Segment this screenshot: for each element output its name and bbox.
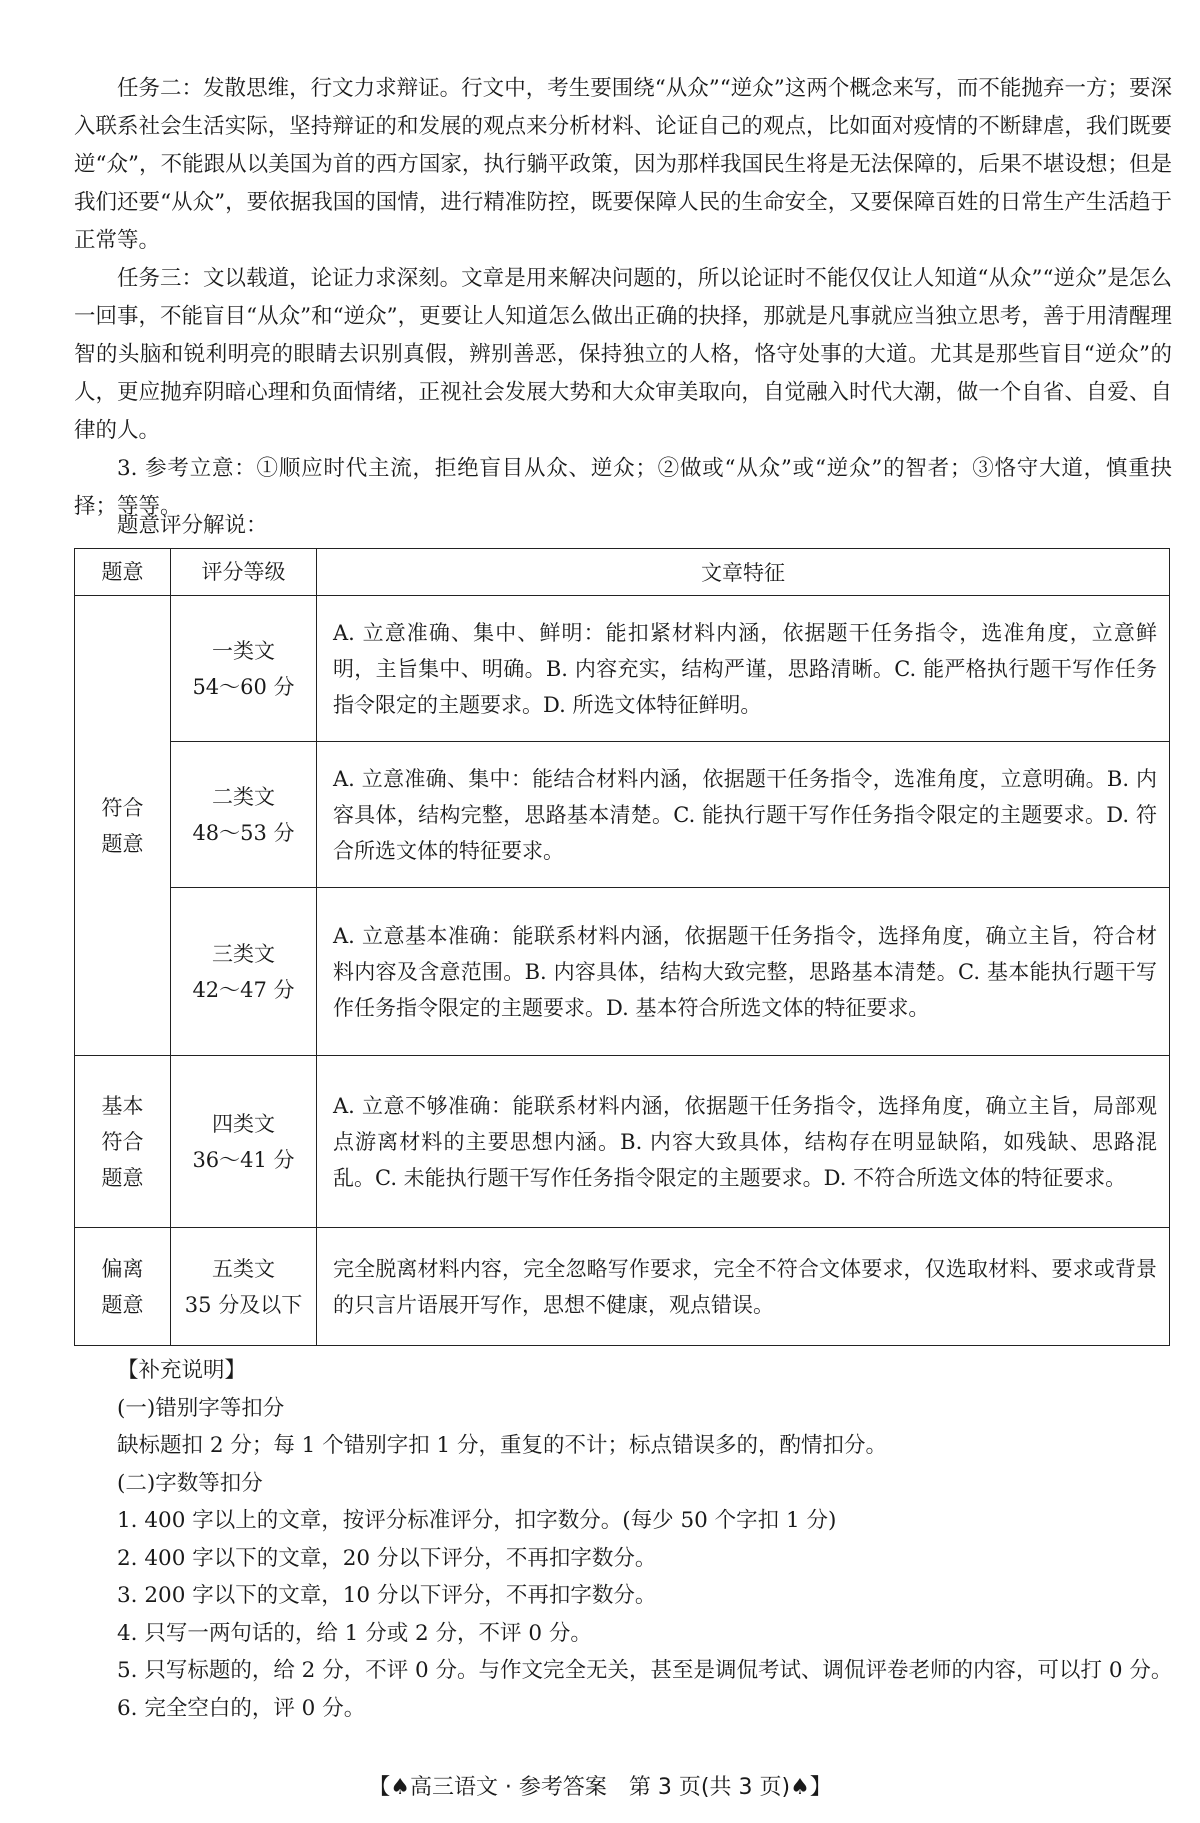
features-cell: A. 立意准确、集中、鲜明：能扣紧材料内涵，依据题干任务指令，选准角度，立意鲜明，主旨集中、明确。B. 内容充实，结构严谨，思路清晰。C. 能严格执行题干写作任务指令限定的主题要求。D. 所选文体特征鲜明。: [317, 596, 1170, 742]
paragraph-task-three: 任务三：文以载道，论证力求深刻。文章是用来解决问题的，所以论证时不能仅仅让人知道“从众”“逆众”是怎么一回事，不能盲目“从众”和“逆众”，更要让人知道怎么做出正确的抉择，那就是凡事就应当独立思考，善于用清醒理智的头脑和锐利明亮的眼睛去识别真假，辨别善恶，保持独立的人格，恪守处事的大道。尤其是那些盲目“逆众”的人，更应抛弃阴暗心理和负面情绪，正视社会发展大势和大众审美取向，自觉融入时代大潮，做一个自省、自爱、自律的人。: [74, 266, 1172, 443]
grade-range: 36～41 分: [192, 1147, 295, 1172]
list-item: 1. 400 字以上的文章，按评分标准评分，扣字数分。(每少 50 个字扣 1 分): [117, 1508, 837, 1533]
category-cell: [75, 1056, 171, 1228]
spade-icon: ♠: [790, 1775, 810, 1800]
grade-name: 一类文: [212, 638, 275, 663]
features-cell: A. 立意准确、集中：能结合材料内涵，依据题干任务指令，选准角度，立意明确。B. 内容具体，结构完整，思路基本清楚。C. 能执行题干写作任务指令限定的主题要求。D. 符合所选文体的特征要求。: [317, 742, 1170, 888]
footer-left-bracket: 【: [368, 1775, 391, 1800]
category-label: 符合题意: [101, 795, 144, 856]
section-title: (一)错别字等扣分: [117, 1395, 285, 1421]
table-row: [75, 1056, 1170, 1228]
grade-range: 35 分及以下: [184, 1292, 303, 1317]
list-item: 4. 只写一两句话的，给 1 分或 2 分，不评 0 分。: [117, 1620, 592, 1646]
grade-cell: [171, 1228, 317, 1346]
table-row: [75, 888, 1170, 1056]
category-label: 基本符合题意: [101, 1093, 144, 1190]
section-title: (二)字数等扣分: [117, 1470, 263, 1496]
grade-name: 二类文: [212, 784, 275, 809]
spade-icon: ♠: [390, 1775, 410, 1800]
supplement-section: [117, 1352, 1177, 1727]
category-cell: [75, 596, 171, 1056]
table-row: [75, 742, 1170, 888]
supplement-heading: 【补充说明】: [117, 1358, 247, 1383]
grade-cell: [171, 596, 317, 742]
list-item: 2. 400 字以下的文章，20 分以下评分，不再扣字数分。: [117, 1545, 657, 1571]
features-cell: A. 立意不够准确：能联系材料内涵，依据题干任务指令，选择角度，确立主旨，局部观点游离材料的主要思想内涵。B. 内容大致具体，结构存在明显缺陷，如残缺、思路混乱。C. 未能执行题干写作任务指令限定的主题要求。D. 不符合所选文体的特征要求。: [317, 1056, 1170, 1228]
grade-name: 三类文: [212, 941, 275, 966]
header-features: 文章特征: [317, 549, 1170, 596]
category-label: 偏离题意: [101, 1256, 144, 1317]
table-header-row: [75, 549, 1170, 596]
body-text: [74, 70, 1172, 526]
scoring-table: [74, 548, 1170, 1346]
list-item: 6. 完全空白的，评 0 分。: [117, 1695, 366, 1721]
paragraph-task-two: 任务二：发散思维，行文力求辩证。行文中，考生要围绕“从众”“逆众”这两个概念来写，而不能抛弃一方；要深入联系社会生活实际，坚持辩证的和发展的观点来分析材料、论证自己的观点，比如面对疫情的不断肆虐，我们既要逆“众”，不能跟从以美国为首的西方国家，执行躺平政策，因为那样我国民生将是无法保障的，后果不堪设想；但是我们还要“从众”，要依据我国的国情，进行精准防控，既要保障人民的生命安全，又要保障百姓的日常生产生活趋于正常等。: [74, 76, 1172, 253]
features-cell: 完全脱离材料内容，完全忽略写作要求，完全不符合文体要求，仅选取材料、要求或背景的只言片语展开写作，思想不健康，观点错误。: [317, 1228, 1170, 1346]
grade-range: 54～60 分: [192, 674, 295, 699]
grade-name: 五类文: [212, 1256, 275, 1281]
table-row: [75, 596, 1170, 742]
features-cell: A. 立意基本准确：能联系材料内涵，依据题干任务指令，选择角度，确立主旨，符合材料内容及含意范围。B. 内容具体，结构大致完整，思路基本清楚。C. 基本能执行题干写作任务指令限定的主题要求。D. 基本符合所选文体的特征要求。: [317, 888, 1170, 1056]
grade-range: 48～53 分: [192, 820, 295, 845]
list-item: 5. 只写标题的，给 2 分，不评 0 分。与作文完全无关，甚至是调侃考试、调侃评卷老师的内容，可以打 0 分。: [117, 1658, 1173, 1683]
category-cell: [75, 1228, 171, 1346]
table-caption: 题意评分解说：: [117, 513, 268, 538]
grade-name: 四类文: [212, 1111, 275, 1136]
page-footer: [0, 1770, 1200, 1801]
grade-cell: [171, 888, 317, 1056]
header-topic: 题意: [75, 549, 171, 596]
grade-range: 42～47 分: [192, 977, 295, 1002]
paragraph-reference-ideas: 3. 参考立意：①顺应时代主流，拒绝盲目从众、逆众；②做或“从众”或“逆众”的智者；③恪守大道，慎重抉择；等等。: [74, 456, 1172, 519]
footer-text: 高三语文 · 参考答案 第 3 页(共 3 页): [409, 1775, 791, 1800]
list-item: 3. 200 字以下的文章，10 分以下评分，不再扣字数分。: [117, 1583, 657, 1608]
header-grade: 评分等级: [171, 549, 317, 596]
list-item: 缺标题扣 2 分；每 1 个错别字扣 1 分，重复的不计；标点错误多的，酌情扣分。: [117, 1433, 888, 1458]
footer-right-bracket: 】: [809, 1775, 832, 1800]
grade-cell: [171, 1056, 317, 1228]
grade-cell: [171, 742, 317, 888]
table-row: [75, 1228, 1170, 1346]
